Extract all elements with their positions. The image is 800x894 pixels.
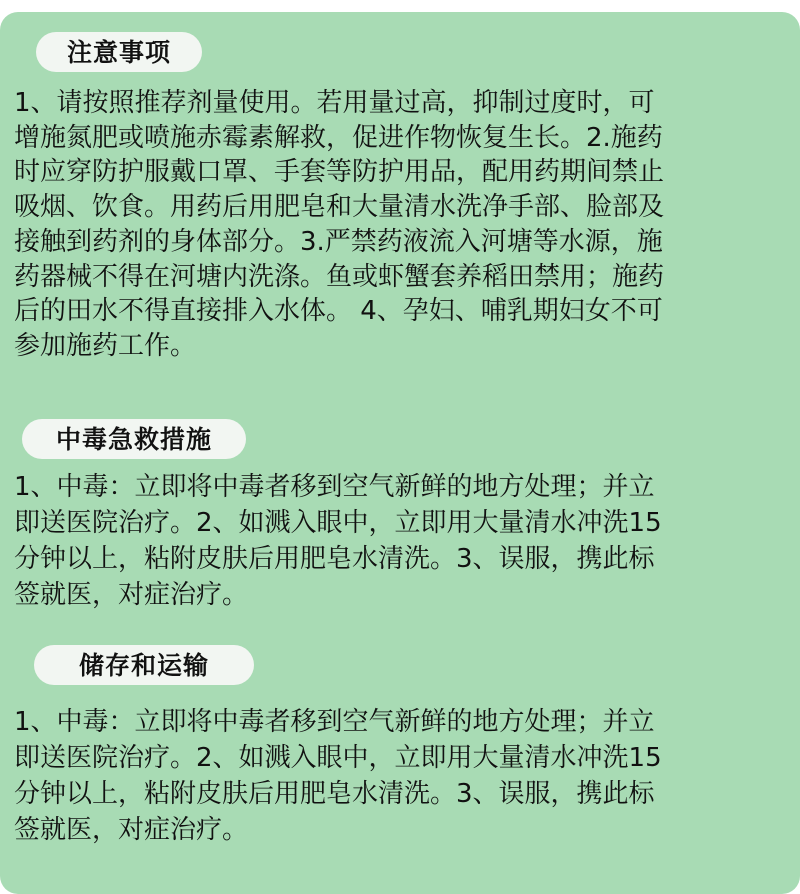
section-body-storage: 1、中毒：立即将中毒者移到空气新鲜的地方处理；并立 即送医院治疗。2、如溅入眼中，立即用大量清水冲洗15 分钟以上，粘附皮肤后用肥皂水清洗。3、误服，携此标 签就医，对症治疗。 (14, 707, 662, 845)
section-body-first-aid: 1、中毒：立即将中毒者移到空气新鲜的地方处理；并立 即送医院治疗。2、如溅入眼中，立即用大量清水冲洗15 分钟以上，粘附皮肤后用肥皂水清洗。3、误服，携此标 签就医，对症治疗。 (14, 472, 662, 610)
section-heading-first-aid: 中毒急救措施 (22, 419, 246, 459)
section-heading-precautions: 注意事项 (36, 32, 202, 72)
section-heading-storage: 储存和运输 (34, 645, 254, 685)
section-body-precautions: 1、请按照推荐剂量使用。若用量过高，抑制过度时，可 增施氮肥或喷施赤霉素解救，促进作物恢复生长。2.施药 时应穿防护服戴口罩、手套等防护用品，配用药期间禁止 吸烟、饮食。用药后用肥皂和大量清水洗净手部、脸部及 接触到药剂的身体部分。3.严禁药液流入河塘等水源，施 药器械不得在河塘内洗涤。鱼或虾蟹套养稻田禁用；施药 后的田水不得直接排入水体。 4、孕妇、哺乳期妇女不可 参加施药工作。 (14, 88, 665, 361)
